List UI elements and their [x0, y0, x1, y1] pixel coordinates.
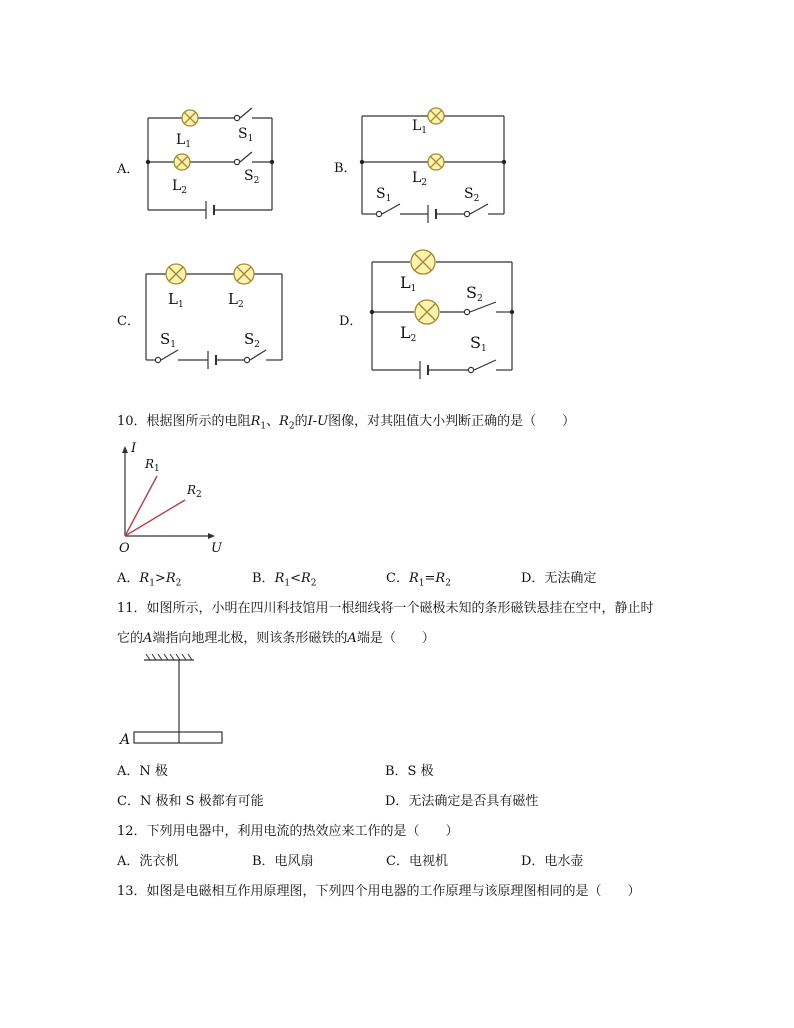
svg-text:S1: $S_1$ — [238, 126, 254, 144]
svg-text:U: U — [211, 541, 222, 556]
iu-graph — [115, 440, 225, 555]
q10-option-a[interactable]: A．$R_1>R_2$ — [117, 571, 182, 589]
circuit-b — [360, 100, 510, 210]
svg-text:O: O — [119, 541, 130, 556]
circuit-a — [140, 100, 280, 220]
q12-option-d[interactable]: D．电水壶 — [521, 854, 584, 869]
svg-text:L2: $L_2$ — [412, 170, 428, 188]
svg-text:S1: $S_1$ — [160, 330, 177, 350]
svg-text:I: I — [131, 441, 137, 456]
svg-text:L2: $L_2$ — [228, 290, 244, 310]
svg-text:S1: S1 — [470, 333, 487, 354]
q11-option-d[interactable]: D．无法确定是否具有磁性 — [385, 794, 539, 809]
q12-option-c[interactable]: C．电视机 — [386, 854, 448, 869]
question-13-stem: 13．如图是电磁相互作用原理图，下列四个用电器的工作原理与该原理图相同的是（ ） — [117, 884, 641, 899]
bar-magnet — [134, 732, 222, 743]
question-12-stem: 12．下列用电器中，利用电流的热效应来工作的是（ ） — [117, 824, 459, 839]
circuit-c — [140, 258, 290, 368]
q10-option-d[interactable]: D．无法确定 — [521, 571, 597, 586]
svg-text:S1: $S_1$ — [376, 186, 392, 204]
option-d-label: D． — [339, 314, 363, 329]
svg-text:L2: $L_2$ — [172, 178, 188, 196]
svg-text:L1: $L_1$ — [412, 118, 428, 136]
svg-text:R1: $R_1$ — [145, 457, 160, 474]
q12-option-b[interactable]: B．电风扇 — [252, 854, 314, 869]
svg-text:L1: $L_1$ — [176, 132, 192, 150]
q10-option-b[interactable]: B．$R_1<R_2$ — [252, 571, 317, 589]
question-11-line1: 11．如图所示，小明在四川科技馆用一根细线将一个磁极未知的条形磁铁悬挂在空中，静止时 — [117, 601, 654, 616]
q10-option-c[interactable]: C．$R_1=R_2$ — [386, 571, 451, 589]
svg-text:L1: $L_1$ — [168, 290, 184, 310]
svg-text:L2: L2 — [400, 323, 417, 344]
question-11-line2: 它的A端指向地理北极，则该条形磁铁的A端是（ ） — [117, 631, 435, 646]
svg-text:S2: S2 — [466, 283, 483, 304]
option-b-label: B． — [334, 161, 357, 176]
option-a-label: A． — [117, 162, 140, 177]
q11-option-a[interactable]: A．N 极 — [117, 764, 168, 779]
svg-text:S2: $S_2$ — [244, 330, 261, 350]
svg-text:S2: $S_2$ — [464, 186, 480, 204]
svg-text:S2: $S_2$ — [244, 168, 260, 186]
question-10-stem: 10．根据图所示的电阻$R_1$、$R_2$的I-U图像，对其阻值大小判断正确的是（ ） — [117, 414, 576, 432]
q11-option-c[interactable]: C．N 极和 S 极都有可能 — [117, 794, 264, 809]
q12-option-a[interactable]: A．洗衣机 — [117, 854, 179, 869]
q11-option-b[interactable]: B．S 极 — [385, 764, 434, 779]
svg-text:R2: $R_2$ — [187, 483, 202, 500]
hanging-magnet-figure — [118, 652, 228, 747]
option-c-label: C． — [117, 314, 140, 329]
svg-text:A: A — [120, 732, 131, 748]
circuit-d — [368, 258, 518, 383]
svg-text:L1: L1 — [400, 273, 417, 294]
